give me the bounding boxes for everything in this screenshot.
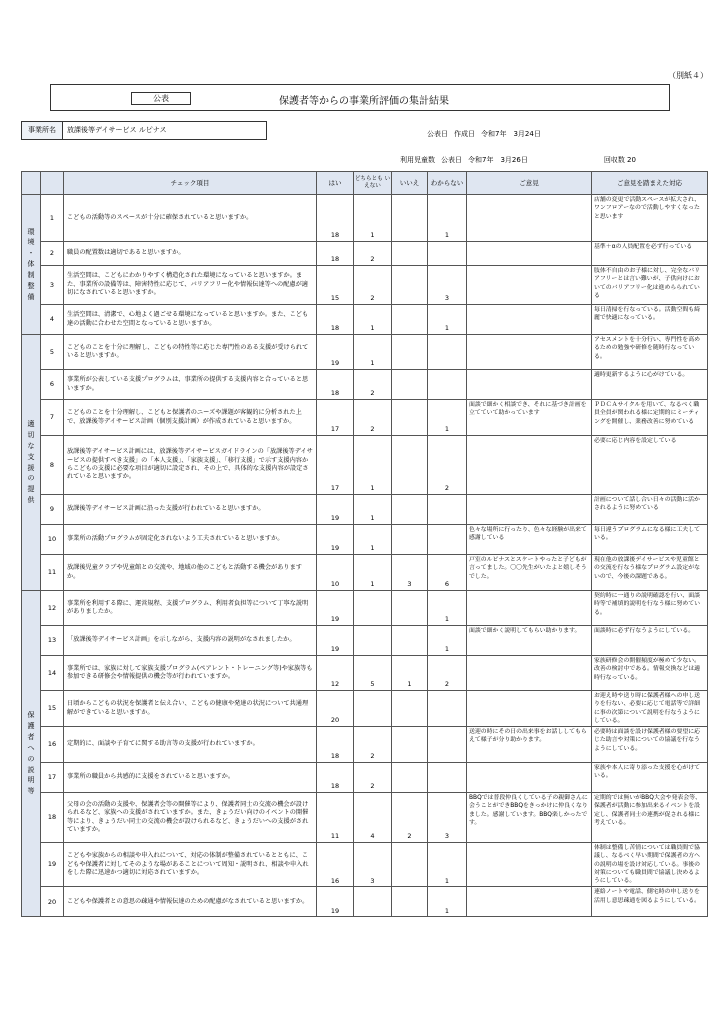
page-title: 保護者等からの事業所評価の集計結果 [279,96,449,107]
neither-count: 2 [354,763,392,793]
neither-count: 1 [354,436,392,495]
facility-name: 放課後等デイサービス ルピナス [67,126,167,134]
row-number: 3 [41,266,64,305]
row-number: 20 [41,887,64,917]
response-cell: 店舗の変更で活動スペースが拡大され、ワンフロアーなので活動しやすくなったと思います [592,195,708,242]
yes-count: 18 [317,370,354,400]
no-count [392,305,428,335]
row-number: 14 [41,656,64,691]
no-count [392,591,428,626]
response-cell: 毎日違うプログラムになる様に工夫している。 [592,525,708,555]
table-row [22,555,708,591]
response-cell: 適時更新するように心がけている。 [592,370,708,400]
opinion-cell [467,656,592,691]
unknown-count [428,495,467,525]
neither-count: 1 [354,335,392,370]
response-cell: お迎え時や送り時に保護者様への申し送りを行ない、必要に応じて電話等で詳細に事の次第について説明を行なうようにしている。 [592,691,708,727]
row-number: 9 [41,495,64,525]
table-header-row [22,172,708,195]
table-row [22,656,708,691]
no-count [392,195,428,242]
yes-count: 15 [317,266,354,305]
facility-box [21,121,267,140]
response-cell: 必要に応じ内容を設定している [592,436,708,495]
no-count: 2 [392,793,428,843]
check-item: 事業所を利用する際に、運営規程、支援プログラム、利用者負担等について丁寧な説明がありましたか。 [64,591,317,626]
yes-count: 19 [317,591,354,626]
check-item: 父母の会の活動の支援や、保護者会等の開催等により、保護者同士の交流の機会が設けられるなど、家族への支援がされていますか。また、きょうだい向けのイベントの開催等により、きょうだい同士の交流の機会が設けられるなど、きょうだいへの支援がされていますか。 [64,793,317,843]
neither-count: 1 [354,525,392,555]
opinion-cell: 戸室のルピナスとスケートやったと子どもが言ってました。〇〇先生がいたよと嬉しそうでした。 [467,555,592,591]
category-cell: 保 護 者 へ の 説 明 等 [22,591,41,917]
no-count: 3 [392,555,428,591]
opinion-cell [467,305,592,335]
unknown-count [428,525,467,555]
category-cell: 環 境 ・ 体 制 整 備 [22,195,41,335]
table-row [22,626,708,656]
table-row [22,887,708,917]
check-item: 放課後等デイサービス計画には、放課後等デイサービスガイドラインの「放課後等デイサービスの提供すべき支援」の「本人支援」、「家族支援」、「移行支援」で示す支援内容からこどもの支援に必要な項目が適切に設定され、その上で、具体的な支援内容が設定されていると思いますか。 [64,436,317,495]
publish-label-2: 公表日 [441,156,462,164]
opinion-cell: 面談で細かく相談でき、それに基づき計画を立てていて助かっています [467,400,592,436]
check-item: 事業所では、家族に対して家族支援プログラム(ペアレント・トレーニング等)や家族等も参加できる研修会や情報提供の機会等が行われていますか。 [64,656,317,691]
header-no: いいえ [392,172,428,195]
neither-count: 1 [354,495,392,525]
response-cell: 契約時に一通りの説明確認を行い、面談時等で補填的説明を行なう様に努めている。 [592,591,708,626]
header-response: ご意見を踏まえた対応 [592,172,708,195]
opinion-cell: 送迎の時にその日の出来事をお話ししてもらえて様子が分り助かります。 [467,727,592,763]
opinion-cell [467,195,592,242]
row-number: 19 [41,843,64,887]
check-item: 放課後児童クラブや児童館との交流や、地域の他のこどもと活動する機会がありますか。 [64,555,317,591]
response-cell: 計画について話し合い日々の活動に活かされるように努めている [592,495,708,525]
table-row [22,691,708,727]
response-cell: 体制は整備し苦情については職員間で協議し、なるべく早い期間で保護者の方への説明の場を設け対応している。事後の対策についても職員間で協議し決めるようにしている。 [592,843,708,887]
response-cell: 基準＋αの人員配置を必ず行っている [592,242,708,266]
opinion-cell [467,335,592,370]
unknown-count [428,763,467,793]
response-cell: アセスメントを十分行い、専門性を高めるための勉強や研修を随時行なっている。 [592,335,708,370]
neither-count: 1 [354,195,392,242]
created-line [427,129,547,139]
response-cell: 連絡ノートや電話、側宅時の申し送りを活用し意思疎通を図るようにしている。 [592,887,708,917]
response-cell: 定期的では無いがBBQ大会や発表会等、保護者が活動に参加出来るイベントを設定し、保護者同士の連携が促される様に考えている。 [592,793,708,843]
neither-count: 2 [354,400,392,436]
title-box [50,84,670,111]
public-badge: 公表 [131,92,191,105]
no-count [392,525,428,555]
unknown-count: 1 [428,305,467,335]
check-item: 生活空間は、こどもにわかりやすく構造化された環境になっていると思いますか。また、事業所の設備等は、障害特性に応じて、バリアフリー化や情報伝達等への配慮が適切になされていると思いますか。 [64,266,317,305]
category-cell: 適 切 な 支 援 の 提 供 [22,335,41,591]
users-label: 利用児童数 [400,156,435,164]
unknown-count [428,691,467,727]
row-number: 4 [41,305,64,335]
row-number: 13 [41,626,64,656]
response-cell: 現在他の放課後デイサービスや児童館との交流を行なう様なプログラム設定がないので、今後の課題である。 [592,555,708,591]
opinion-cell [467,763,592,793]
unknown-count: 3 [428,266,467,305]
yes-count: 18 [317,305,354,335]
row-number: 11 [41,555,64,591]
response-cell: 必要時は面談を設け保護者様の要望に応じた助言や対策についての協議を行なうようにしている。 [592,727,708,763]
table-row [22,727,708,763]
row-number: 2 [41,242,64,266]
neither-count: 2 [354,242,392,266]
check-item: 事業所が公表している支援プログラムは、事業所の提供する支援内容と合っていると思いますか。 [64,370,317,400]
neither-count: 1 [354,305,392,335]
yes-count: 12 [317,656,354,691]
check-item: こどもや家族からの相談や申入れについて、対応の体制が整備されているとともに、こどもや保護者に対してそのような場があることについて周知・説明され、相談や申入れをした際に迅速かつ適切に対応されていますか。 [64,843,317,887]
row-number: 1 [41,195,64,242]
no-count [392,887,428,917]
header-number [41,172,64,195]
no-count [392,843,428,887]
no-count [392,727,428,763]
unknown-count: 1 [428,843,467,887]
row-number: 7 [41,400,64,436]
neither-count [354,626,392,656]
row-number: 15 [41,691,64,727]
yes-count: 19 [317,887,354,917]
opinion-cell: 面談で細かく説明してもらい助かります。 [467,626,592,656]
no-count [392,763,428,793]
neither-count [354,591,392,626]
table-row [22,763,708,793]
evaluation-table [21,171,708,917]
no-count [392,370,428,400]
unknown-count: 6 [428,555,467,591]
unknown-count: 1 [428,887,467,917]
check-item: こどものことを十分理解し、こどもと保護者のニーズや課題が客観的に分析された上で、放課後等デイサービス計画（個別支援計画）が作成されていると思いますか。 [64,400,317,436]
yes-count: 18 [317,763,354,793]
opinion-cell [467,266,592,305]
neither-count: 5 [354,656,392,691]
unknown-count: 1 [428,195,467,242]
yes-count: 18 [317,195,354,242]
check-item: こどもの活動等のスペースが十分に確保されていると思いますか。 [64,195,317,242]
neither-count: 3 [354,843,392,887]
row-number: 8 [41,436,64,495]
unknown-count: 1 [428,591,467,626]
yes-count: 19 [317,495,354,525]
neither-count: 2 [354,370,392,400]
response-count: 回収数 20 [603,156,636,164]
opinion-cell [467,370,592,400]
publish-line [400,155,642,165]
neither-count: 2 [354,727,392,763]
header-neither: どちらとも いえない [354,172,392,195]
header-check: チェック項目 [64,172,317,195]
yes-count: 11 [317,793,354,843]
yes-count: 16 [317,843,354,887]
response-cell: 毎日清掃を行なっている。活動空間も綺麗で快適になっている。 [592,305,708,335]
row-number: 16 [41,727,64,763]
check-item: 放課後等デイサービス計画に沿った支援が行われていると思いますか。 [64,495,317,525]
unknown-count: 1 [428,400,467,436]
yes-count: 10 [317,555,354,591]
opinion-cell [467,887,592,917]
table-row [22,305,708,335]
table-row [22,335,708,370]
opinion-cell: 色々な場所に行ったり、色々な経験が出来て感謝している [467,525,592,555]
opinion-cell: BBQでは普段仲良くしている子の親御さんに会うことができBBQをきっかけに仲良くなりました。感謝しています。BBQ楽しかったです。 [467,793,592,843]
yes-count: 19 [317,626,354,656]
response-cell: 家族や本人に寄り添った支援を心がけている。 [592,763,708,793]
neither-count: 4 [354,793,392,843]
row-number: 18 [41,793,64,843]
yes-count: 17 [317,436,354,495]
no-count [392,242,428,266]
yes-count: 18 [317,242,354,266]
no-count [392,266,428,305]
no-count [392,626,428,656]
opinion-cell [467,495,592,525]
check-item: 事業所の職員から共感的に支援をされていると思いますか。 [64,763,317,793]
unknown-count [428,242,467,266]
check-item: 定期的に、面談や子育てに関する助言等の支援が行われていますか。 [64,727,317,763]
row-number: 6 [41,370,64,400]
facility-label: 事業所名 [22,122,63,139]
created-date: 令和7年 3月24日 [481,130,541,138]
no-count [392,400,428,436]
no-count: 1 [392,656,428,691]
unknown-count: 2 [428,656,467,691]
row-number: 10 [41,525,64,555]
yes-count: 19 [317,335,354,370]
opinion-cell [467,691,592,727]
opinion-cell [467,436,592,495]
yes-count: 20 [317,691,354,727]
header-unknown: わからない [428,172,467,195]
annex-label: （別紙４） [668,71,708,80]
yes-count: 19 [317,525,354,555]
row-number: 12 [41,591,64,626]
table-row [22,266,708,305]
check-item: 職員の配置数は適切であると思いますか。 [64,242,317,266]
response-cell: 肢体不自由のお子様に対し、完全なバリアフリーとは言い難いが、子供向けにおいてのバリアフリー化は進めらられている [592,266,708,305]
no-count [392,495,428,525]
created-label: 作成日 [454,130,475,138]
table-body [22,195,708,917]
check-item: こどものことを十分に理解し、こどもの特性等に応じた専門性のある支援が受けられていると思いますか。 [64,335,317,370]
no-count [392,691,428,727]
opinion-cell [467,242,592,266]
table-row [22,400,708,436]
neither-count [354,691,392,727]
check-item: 事業所の活動プログラムが固定化されないよう工夫されていると思いますか。 [64,525,317,555]
table-row [22,525,708,555]
unknown-count [428,335,467,370]
opinion-cell [467,843,592,887]
row-number: 5 [41,335,64,370]
publish-date: 令和7年 3月26日 [468,156,528,164]
unknown-count [428,370,467,400]
header-opinion: ご意見 [467,172,592,195]
yes-count: 18 [317,727,354,763]
opinion-cell [467,591,592,626]
response-cell: 面談時に必ず行なうようにしている。 [592,626,708,656]
table-row [22,195,708,242]
check-item: 生活空間は、清潔で、心地よく過ごせる環境になっていると思いますか。また、こども達の活動に合わせた空間となっていると思いますか。 [64,305,317,335]
header-yes: はい [317,172,354,195]
check-item: 日頃からこどもの状況を保護者と伝え合い、こどもの健康や発達の状況について共通理解ができていると思いますか。 [64,691,317,727]
unknown-count: 3 [428,793,467,843]
publish-label: 公表日 [427,130,448,138]
no-count [392,436,428,495]
table-row [22,370,708,400]
neither-count: 1 [354,555,392,591]
table-row [22,591,708,626]
unknown-count: 1 [428,626,467,656]
check-item: 「放課後等デイサービス計画」を示しながら、支援内容の説明がなされましたか。 [64,626,317,656]
table-row [22,843,708,887]
check-item: こどもや保護者との意思の疎通や情報伝達のための配慮がなされていると思いますか。 [64,887,317,917]
table-row [22,242,708,266]
neither-count [354,887,392,917]
unknown-count [428,727,467,763]
header-category [22,172,41,195]
no-count [392,335,428,370]
table-row [22,495,708,525]
unknown-count: 2 [428,436,467,495]
table-row [22,793,708,843]
response-cell: 家族研修会の開催頻度が極めて少ない。改善の検討中である。情報交換などは適時行なっている。 [592,656,708,691]
neither-count: 2 [354,266,392,305]
row-number: 17 [41,763,64,793]
table-row [22,436,708,495]
response-cell: ＰＤＣＡサイクルを用いて、なるべく職員全員が関われる様に定期的にミーティングを開催し、業務改善に努めている [592,400,708,436]
yes-count: 17 [317,400,354,436]
